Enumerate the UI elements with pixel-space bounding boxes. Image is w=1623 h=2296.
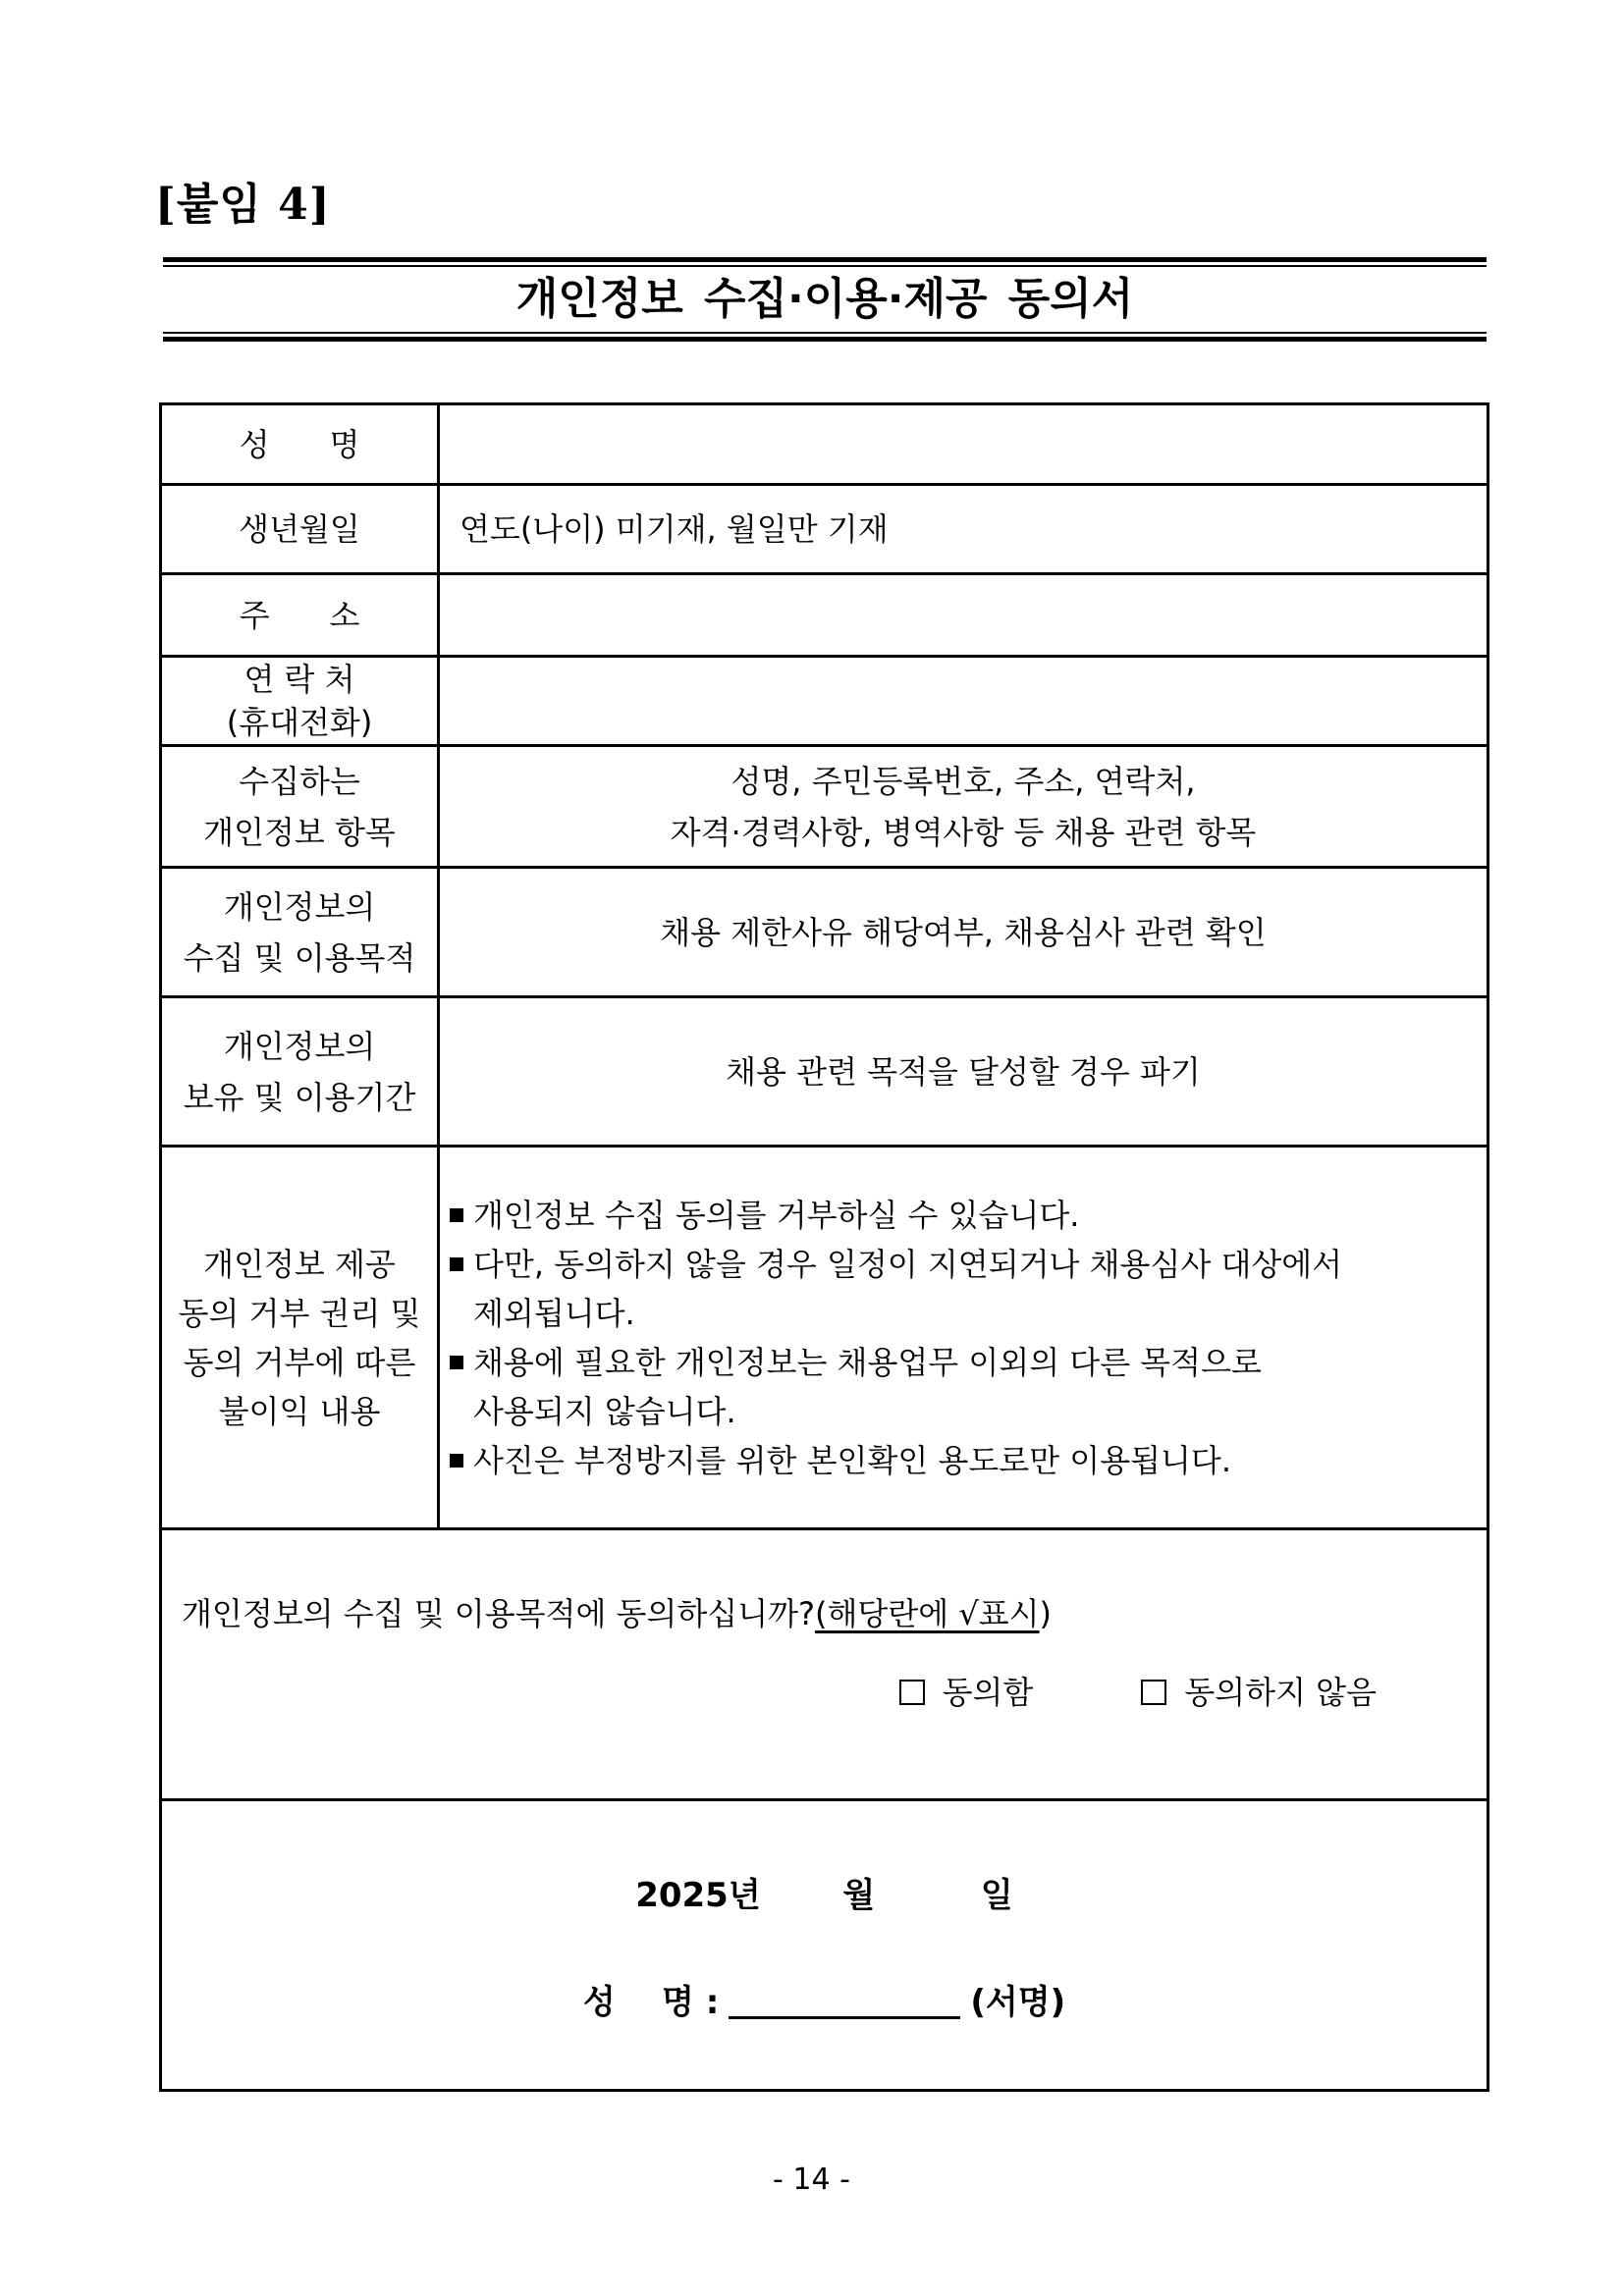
refusal-label-line-1: 개인정보 제공 [203, 1245, 396, 1283]
purpose-value: 채용 제한사유 해당여부, 채용심사 관련 확인 [439, 868, 1488, 997]
row-purpose [161, 868, 1488, 997]
row-birth [161, 485, 1488, 574]
refusal-label-line-4: 불이익 내용 [218, 1392, 381, 1430]
agree-label: 동의함 [942, 1674, 1034, 1711]
refusal-content [439, 1147, 1488, 1529]
date-year: 2025년 [635, 1875, 761, 1915]
bullet-continuation: 제외됩니다. [473, 1295, 635, 1332]
consent-hint-close: ) [1039, 1595, 1053, 1632]
items-value-line-2: 자격·경력사항, 병역사항 등 채용 관련 항목 [670, 813, 1257, 851]
bullet-item [450, 1436, 1487, 1485]
row-refusal [161, 1147, 1488, 1529]
consent-question [182, 1589, 1487, 1638]
refusal-bullet-list [440, 1148, 1487, 1485]
date-month: 월 [842, 1875, 876, 1915]
signature-block [162, 1868, 1487, 2023]
date-line [162, 1868, 1487, 1916]
agree-checkbox[interactable] [899, 1680, 925, 1705]
agree-option[interactable] [899, 1668, 1034, 1713]
purpose-label-line-2: 수집 및 이용목적 [183, 938, 416, 977]
bullet-continuation: 사용되지 않습니다. [473, 1393, 736, 1430]
disagree-checkbox[interactable] [1141, 1680, 1166, 1705]
contact-label-line-2: (휴대전화) [226, 704, 373, 741]
refusal-label-line-2: 동의 거부 권리 및 [178, 1294, 421, 1332]
bullet-item [450, 1240, 1487, 1289]
retention-label [161, 997, 439, 1147]
bullet-text: 채용에 필요한 개인정보는 채용업무 이외의 다른 목적으로 [473, 1344, 1262, 1381]
square-bullet-icon [450, 1208, 463, 1222]
row-retention [161, 997, 1488, 1147]
consent-hint: (해당란에 √표시 [815, 1595, 1040, 1632]
contact-label-line-1: 연 락 처 [243, 661, 355, 698]
address-label-text: 주 소 [239, 596, 360, 634]
consent-form-table [159, 402, 1489, 2092]
row-name [161, 404, 1488, 485]
bullet-text: 다만, 동의하지 않을 경우 일정이 지연되거나 채용심사 대상에서 [473, 1246, 1343, 1283]
signer-name-label: 성 명 : [582, 1982, 720, 2022]
document-title: 개인정보 수집·이용·제공 동의서 [515, 274, 1134, 324]
signature-field[interactable] [729, 1987, 960, 2019]
birth-label: 생년월일 [161, 485, 439, 574]
bullet-text: 개인정보 수집 동의를 거부하실 수 있습니다. [473, 1197, 1080, 1234]
page-number: - 14 - [773, 2163, 850, 2197]
retention-label-line-1: 개인정보의 [223, 1027, 376, 1065]
attachment-label: [붙임 4] [155, 180, 331, 230]
row-consent [161, 1529, 1488, 1800]
address-label [161, 574, 439, 657]
date-day: 일 [980, 1875, 1013, 1915]
items-value-line-1: 성명, 주민등록번호, 주소, 연락처, [730, 762, 1196, 800]
square-bullet-icon [450, 1257, 463, 1271]
bullet-item [450, 1338, 1487, 1387]
signature-cell [161, 1800, 1488, 2091]
row-signature [161, 1800, 1488, 2091]
row-address [161, 574, 1488, 657]
retention-value: 채용 관련 목적을 달성할 경우 파기 [439, 997, 1488, 1147]
contact-field[interactable] [439, 657, 1488, 746]
row-contact [161, 657, 1488, 746]
disagree-label: 동의하지 않음 [1184, 1674, 1377, 1711]
signer-line [162, 1975, 1487, 2023]
birth-field[interactable]: 연도(나이) 미기재, 월일만 기재 [439, 485, 1488, 574]
items-label-line-1: 수집하는 [239, 762, 360, 800]
title-bottom-rule-thin [163, 332, 1487, 334]
square-bullet-icon [450, 1454, 463, 1468]
retention-label-line-2: 보유 및 이용기간 [183, 1078, 416, 1116]
square-bullet-icon [450, 1356, 463, 1369]
consent-question-text: 개인정보의 수집 및 이용목적에 동의하십니까? [182, 1595, 816, 1632]
address-field[interactable] [439, 574, 1488, 657]
items-label [161, 746, 439, 868]
bullet-text: 사진은 부정방지를 위한 본인확인 용도로만 이용됩니다. [473, 1442, 1232, 1479]
disagree-option[interactable] [1141, 1668, 1377, 1713]
name-label-text: 성 명 [239, 425, 360, 463]
refusal-label-line-3: 동의 거부에 따른 [183, 1343, 416, 1381]
consent-choices [162, 1668, 1487, 1713]
row-items [161, 746, 1488, 868]
refusal-label [161, 1147, 439, 1529]
consent-cell [161, 1529, 1488, 1800]
name-field[interactable] [439, 404, 1488, 485]
contact-label [161, 657, 439, 746]
purpose-label [161, 868, 439, 997]
items-value [439, 746, 1488, 868]
sign-label: (서명) [970, 1982, 1066, 2022]
name-label [161, 404, 439, 485]
title-top-rule-thick [163, 257, 1487, 262]
purpose-label-line-1: 개인정보의 [223, 887, 376, 926]
title-bottom-rule-thick [163, 337, 1487, 342]
items-label-line-2: 개인정보 항목 [203, 813, 396, 851]
bullet-item [450, 1191, 1487, 1240]
